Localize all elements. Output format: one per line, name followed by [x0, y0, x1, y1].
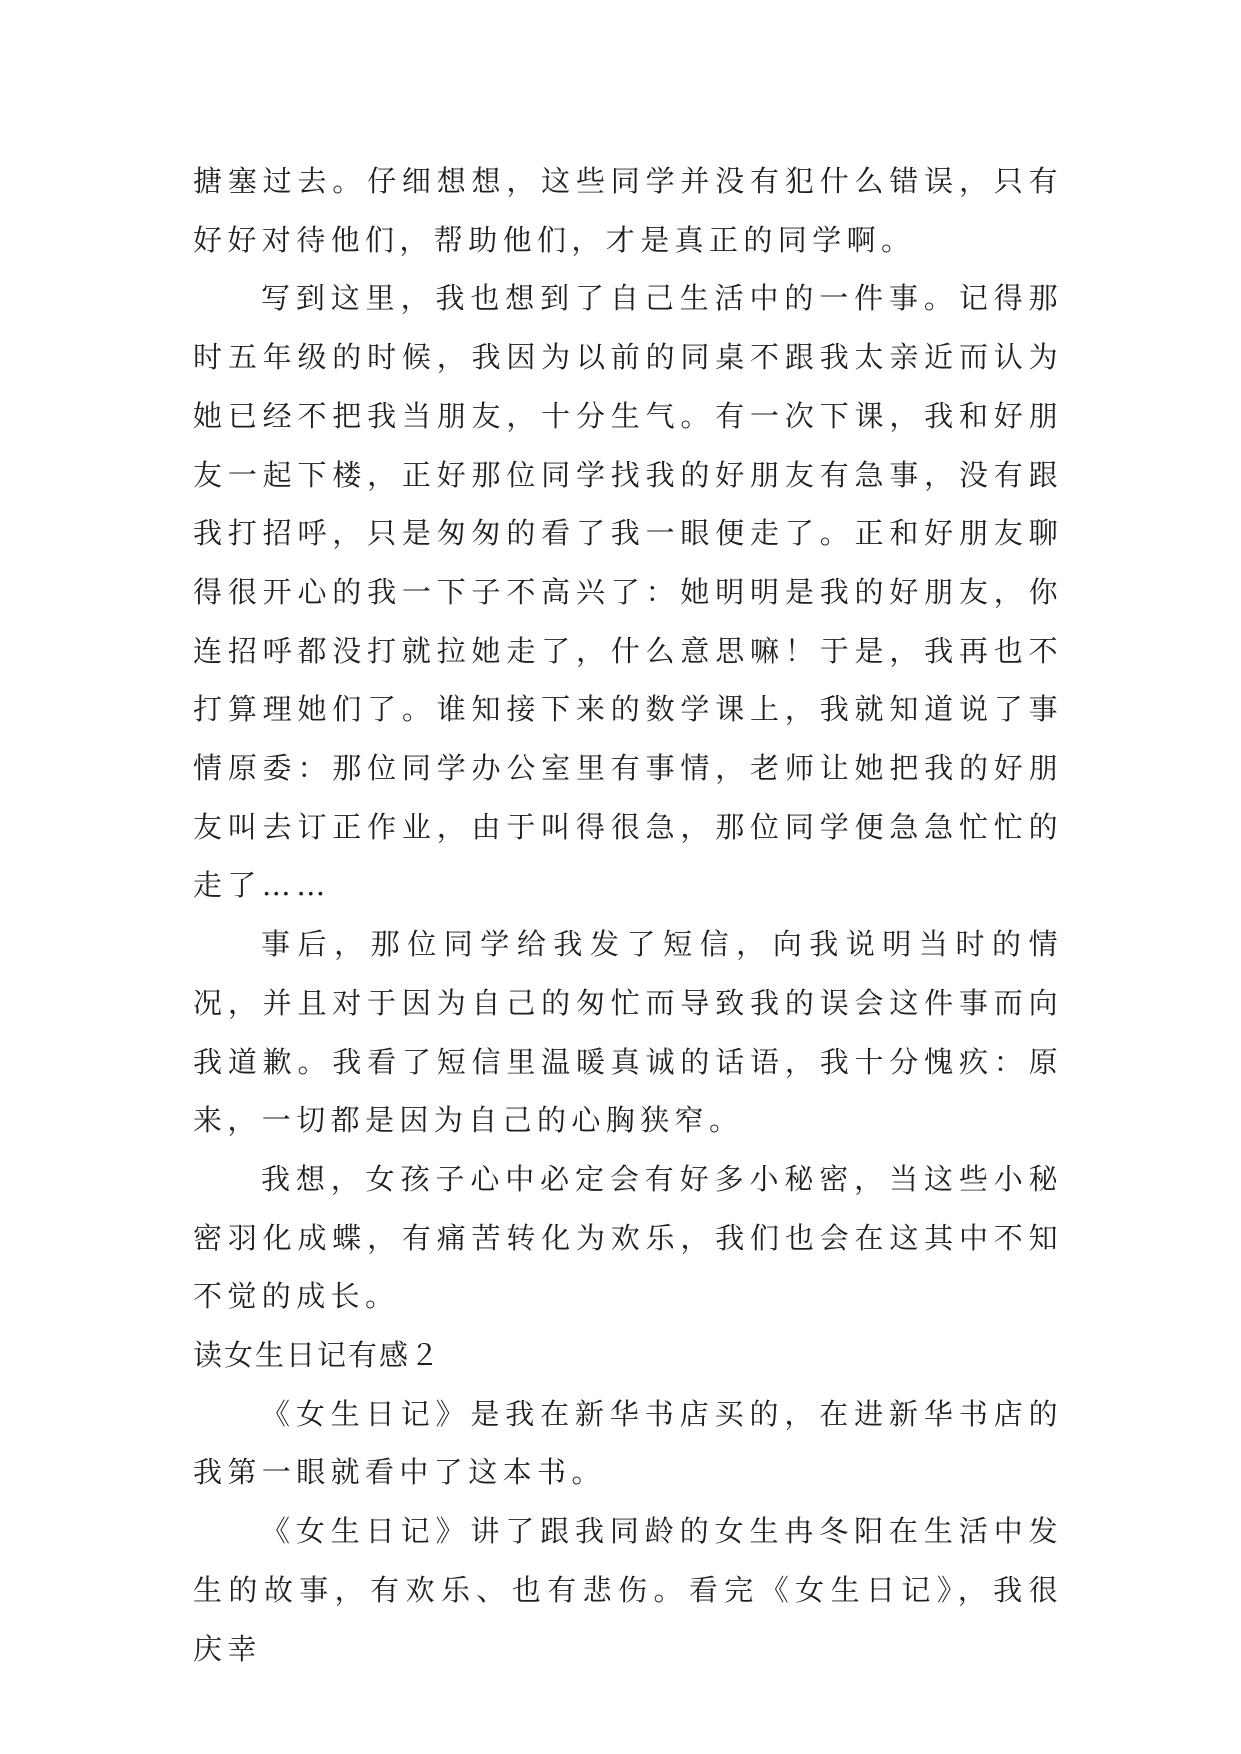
document-body	[193, 152, 1063, 1678]
paragraph: 事后，那位同学给我发了短信，向我说明当时的情况，并且对于因为自己的匆忙而导致我的误会这件事而向我道歉。我看了短信里温暖真诚的话语，我十分愧疚：原来，一切都是因为自己的心胸狭窄。	[193, 927, 1063, 1138]
paragraph: 写到这里，我也想到了自己生活中的一件事。记得那时五年级的时候，我因为以前的同桌不跟我太亲近而认为她已经不把我当朋友，十分生气。有一次下课，我和好朋友一起下楼，正好那位同学找我的好朋友有急事，没有跟我打招呼，只是匆匆的看了我一眼便走了。正和好朋友聊得很开心的我一下子不高兴了：她明明是我的好朋友，你连招呼都没打就拉她走了，什么意思嘛！于是，我再也不打算理她们了。谁知接下来的数学课上，我就知道说了事情原委：那位同学办公室里有事情，老师让她把我的好朋友叫去订正作业，由于叫得很急，那位同学便急急忙忙的走了……	[193, 281, 1063, 903]
paragraph: 《女生日记》是我在新华书店买的，在进新华书店的我第一眼就看中了这本书。	[193, 1396, 1063, 1490]
section-title: 读女生日记有感２	[193, 1338, 442, 1373]
paragraph: 《女生日记》讲了跟我同龄的女生冉冬阳在生活中发生的故事，有欢乐、也有悲伤。看完《女生日记》，我很庆幸	[193, 1514, 1063, 1666]
paragraph-continued: 搪塞过去。仔细想想，这些同学并没有犯什么错误，只有好好对待他们，帮助他们，才是真正的同学啊。	[193, 164, 1063, 257]
paragraph: 我想，女孩子心中必定会有好多小秘密，当这些小秘密羽化成蝶，有痛苦转化为欢乐，我们也会在这其中不知不觉的成长。	[193, 1161, 1063, 1314]
